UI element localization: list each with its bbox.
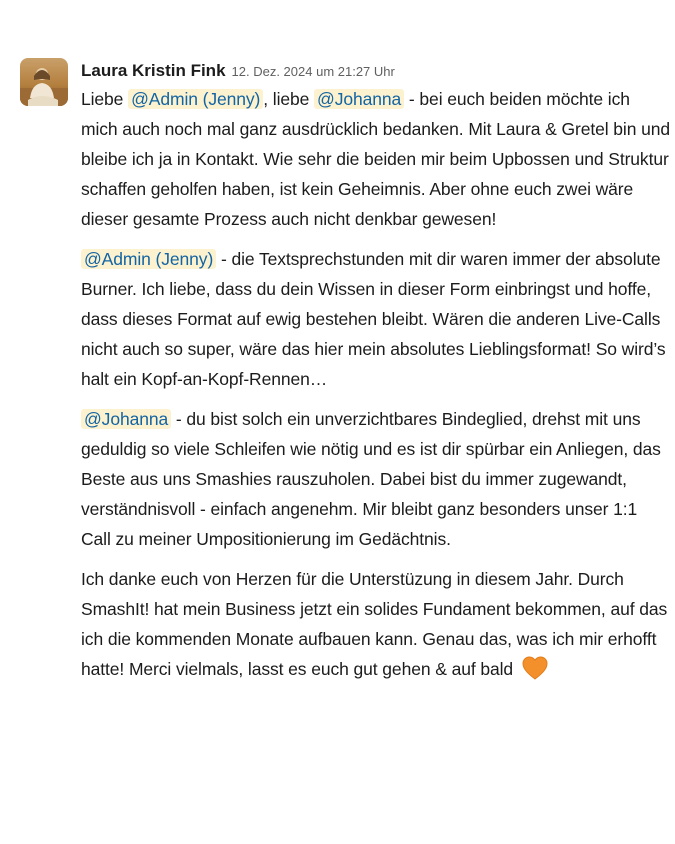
author-avatar[interactable] xyxy=(20,58,68,106)
orange-heart-icon xyxy=(521,655,549,681)
message-content xyxy=(81,58,671,694)
person-avatar-icon xyxy=(20,58,68,106)
message-text: - du bist solch ein unverzichtbares Bindeglied, drehst mit uns geduldig so viele Schleifen wie nötig und es ist dir spürbar ein Anliegen, das Beste aus uns Smashies rauszuholen. Dabei bist du immer zugewandt, verständnisvoll - einfach angenehm. Mir bleibt ganz besonders unser 1:1 Call zu meiner Umpositionierung im Gedächtnis. xyxy=(81,409,661,549)
message-paragraph xyxy=(81,564,671,684)
user-mention[interactable]: @Johanna xyxy=(81,409,171,429)
author-name[interactable]: Laura Kristin Fink xyxy=(81,61,226,80)
message-paragraph xyxy=(81,244,671,394)
message-header xyxy=(81,58,671,84)
message-paragraph xyxy=(81,404,671,554)
message-text: - bei euch beiden möchte ich mich auch noch mal ganz ausdrücklich bedanken. Mit Laura & Gretel bin und bleibe ich ja in Kontakt. Wie sehr die beiden mir beim Upbossen und Struktur schaffen geholfen haben, ist kein Geheimnis. Aber ohne euch zwei wäre dieser gesamte Prozess auch nicht denkbar gewesen! xyxy=(81,89,671,229)
message-timestamp[interactable]: 12. Dez. 2024 um 21:27 Uhr xyxy=(231,64,395,79)
message-text: , liebe xyxy=(263,89,315,109)
user-mention[interactable]: @Admin (Jenny) xyxy=(128,89,263,109)
message-text: - die Textsprechstunden mit dir waren immer der absolute Burner. Ich liebe, dass du dein Wissen in dieser Form einbringst und hoffe, dass dieses Format auf ewig bestehen bleibt. Wären die anderen Live-Calls nicht auch so super, wäre das hier mein absolutes Lieblingsformat! So wird’s halt ein Kopf-an-Kopf-Rennen… xyxy=(81,249,666,389)
message-text: Liebe xyxy=(81,89,129,109)
user-mention[interactable]: @Admin (Jenny) xyxy=(81,249,216,269)
message-body xyxy=(81,84,671,684)
message-paragraph xyxy=(81,84,671,234)
user-mention[interactable]: @Johanna xyxy=(314,89,404,109)
message-text: Ich danke euch von Herzen für die Unterstüzung in diesem Jahr. Durch SmashIt! hat mein Business jetzt ein solides Fundament bekommen, auf das ich die kommenden Monate aufbauen kann. Genau das, was ich mir erhofft hatte! Merci vielmals, lasst es euch gut gehen & auf bald xyxy=(81,569,668,679)
